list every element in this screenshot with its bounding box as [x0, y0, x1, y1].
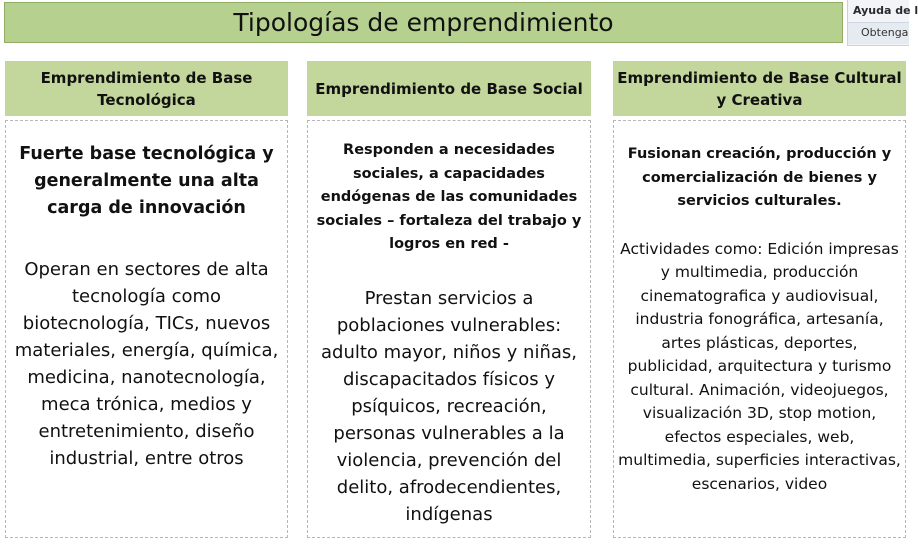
help-panel-title: Ayuda de l [853, 4, 918, 17]
column-lead-text: Fuerte base tecnológica y generalmente una alta carga de innovación [19, 144, 274, 218]
help-panel-link[interactable]: Obtenga [848, 22, 909, 44]
column-header-tecnologica [5, 61, 288, 116]
column-description-text: Actividades como: Edición impresas y multimedia, producción cinematografica y audiovisual, industria fonográfica, artesanía, artes plásticas, deportes, publicidad, arquitectura y turismo cultural. Animación, videojuegos, visualización 3D, stop motion, efectos especiales, web, multimedia, superficies interactivas, escenarios, video [618, 239, 901, 493]
column-header-label: Emprendimiento de Base Social [315, 79, 583, 98]
column-body-cultural [613, 120, 906, 538]
column-description-text: Operan en sectores de alta tecnología como biotecnología, TICs, nuevos materiales, energía, química, medicina, nanotecnología, meca trónica, medios y entretenimiento, diseño industrial, entre otros [14, 259, 279, 469]
column-body-social [307, 120, 591, 538]
column-description-text: Prestan servicios a poblaciones vulnerables: adulto mayor, niños y niñas, discapacitados físicos y psíquicos, recreación, personas vulnerables a la violencia, prevención del delito, afrodecendientes, indígenas [321, 287, 577, 525]
column-lead-text: Fusionan creación, producción y comercialización de bienes y servicios culturales. [627, 146, 892, 209]
page-title: Tipologías de emprendimiento [233, 8, 614, 37]
column-header-cultural [613, 61, 906, 116]
help-panel [847, 0, 918, 46]
column-body-tecnologica [5, 120, 288, 538]
title-banner [4, 2, 843, 43]
column-header-label: Emprendimiento de Base Tecnológica [40, 68, 253, 109]
column-header-social [307, 61, 591, 116]
column-header-label: Emprendimiento de Base Cultural y Creativa [617, 68, 902, 109]
column-lead-text: Responden a necesidades sociales, a capacidades endógenas de las comunidades sociales – fortaleza del trabajo y logros en red - [316, 142, 582, 252]
